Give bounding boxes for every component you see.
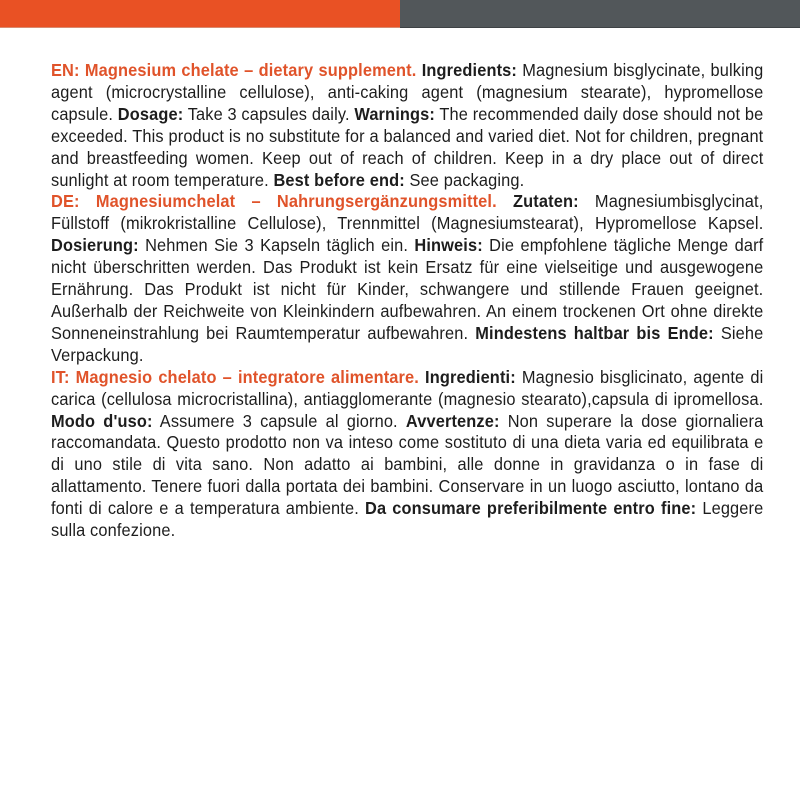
- part-text: Leggere sulla confezione.: [51, 498, 764, 541]
- part-label: Avvertenze:: [405, 410, 500, 431]
- part-label: Da consumare preferibilmente entro fine:: [365, 498, 697, 519]
- part-label: Best before end:: [273, 169, 405, 190]
- part-label: Mindestens haltbar bis Ende:: [475, 322, 714, 343]
- part-label: Ingredients:: [421, 60, 518, 80]
- section-heading: IT: Magnesio chelato – integratore alimentare.: [51, 366, 419, 387]
- part-label: Modo d'uso:: [51, 410, 153, 431]
- part-text: Assumere 3 capsule al giorno.: [159, 410, 398, 431]
- part-label: Ingredienti:: [425, 366, 516, 387]
- part-label: Zutaten:: [513, 191, 579, 212]
- gray-bar: [400, 0, 800, 28]
- part-text: Magnesium bisglycinate, bulking agent (microcrystalline cellulose), anti-caking agent (magnesium stearate), hypromellose capsule.: [51, 60, 764, 124]
- part-text: Non superare la dose giornaliera raccomandata. Questo prodotto non va inteso come sostituto di una dieta varia ed equilibrata e di uno stile di vita sano. Non adatto ai bambini, alle donne in gravidanza o in fase di allattamento. Tenere fuori dalla portata dei bambini. Conservare in un luogo asciutto, lontano da fonti di calore e a temperatura ambiente.: [51, 410, 764, 519]
- part-text: Magnesio bisglicinato, agente di carica (cellulosa microcristallina), antiagglomerante (magnesio stearato),capsula di ipromellosa.: [51, 366, 764, 409]
- label-text: [51, 60, 763, 542]
- part-text: The recommended daily dose should not be exceeded. This product is no substitute for a balanced and varied diet. Not for children, pregnant and breastfeeding women. Keep out of reach of children. Keep in a dry place out of direct sunlight at room temperature.: [51, 103, 764, 190]
- part-text: Take 3 capsules daily.: [187, 103, 350, 124]
- part-label: Warnings:: [354, 103, 435, 124]
- top-banner: [0, 0, 800, 28]
- section-heading: EN: Magnesium chelate – dietary supplement.: [51, 60, 417, 80]
- orange-bar: [0, 0, 400, 28]
- section-de: [51, 191, 763, 366]
- section-heading: DE: Magnesiumchelat – Nahrungsergänzungsmittel.: [51, 191, 497, 212]
- part-label: Dosierung:: [51, 235, 139, 256]
- part-text: Magnesiumbisglycinat, Füllstoff (mikrokristalline Cellulose), Trennmittel (Magnesiumstearat), Hypromellose Kapsel.: [51, 191, 764, 234]
- part-text: See packaging.: [409, 169, 525, 190]
- part-text: Siehe Verpackung.: [51, 322, 764, 365]
- part-text: Nehmen Sie 3 Kapseln täglich ein.: [145, 235, 409, 256]
- section-en: [51, 60, 763, 191]
- part-text: Die empfohlene tägliche Menge darf nicht überschritten werden. Das Produkt ist kein Ersatz für eine vielseitige und ausgewogene Ernährung. Das Produkt ist nicht für Kinder, schwangere und stillende Frauen geeignet. Außerhalb der Reichweite von Kleinkindern aufbewahren. An einem trockenen Ort ohne direkte Sonneneinstrahlung bei Raumtemperatur aufbewahren.: [51, 235, 764, 343]
- part-label: Dosage:: [117, 103, 184, 124]
- part-label: Hinweis:: [414, 235, 483, 256]
- section-it: [51, 367, 763, 542]
